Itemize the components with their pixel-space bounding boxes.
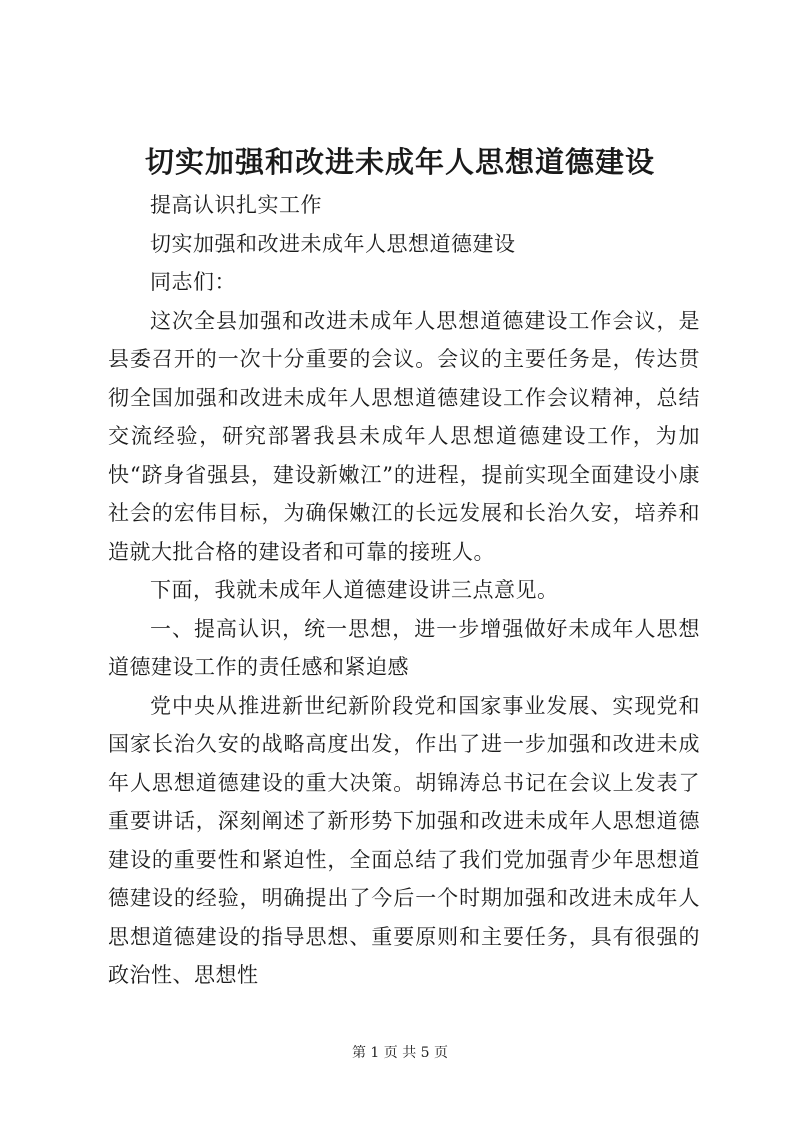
subtitle-paragraph: 提高认识扎实工作 [150, 193, 322, 217]
document-title: 切实加强和改进未成年人思想道德建设 [144, 145, 655, 179]
document-body [108, 186, 700, 995]
section-heading-paragraph: 一、提高认识，统一思想，进一步增强做好未成年人思想道德建设工作的责任感和紧迫感 [108, 616, 700, 679]
page-number-footer: 第 1 页 共 5 页 [351, 1045, 449, 1061]
body-paragraph: 这次全县加强和改进未成年人思想道德建设工作会议，是县委召开的一次十分重要的会议。会议的主要任务是，传达贯彻全国加强和改进未成年人思想道德建设工作会议精神，总结交流经验，研究部署我县未成年人思想道德建设工作，为加快“跻身省强县，建设新嫩江”的进程，提前实现全面建设小康社会的宏伟目标，为确保嫩江的长远发展和长治久安，培养和造就大批合格的建设者和可靠的接班人。 [108, 308, 700, 564]
body-paragraph: 党中央从推进新世纪新阶段党和国家事业发展、实现党和国家长治久安的战略高度出发，作出了进一步加强和改进未成年人思想道德建设的重大决策。胡锦涛总书记在会议上发表了重要讲话，深刻阐述了新形势下加强和改进未成年人思想道德建设的重要性和紧迫性，全面总结了我们党加强青少年思想道德建设的经验，明确提出了今后一个时期加强和改进未成年人思想道德建设的指导思想、重要原则和主要任务，具有很强的政治性、思想性 [108, 693, 700, 987]
heading-paragraph: 切实加强和改进未成年人思想道德建设 [150, 231, 516, 256]
salutation-paragraph: 同志们： [150, 270, 236, 294]
body-paragraph: 下面，我就未成年人道德建设讲三点意见。 [150, 578, 559, 602]
